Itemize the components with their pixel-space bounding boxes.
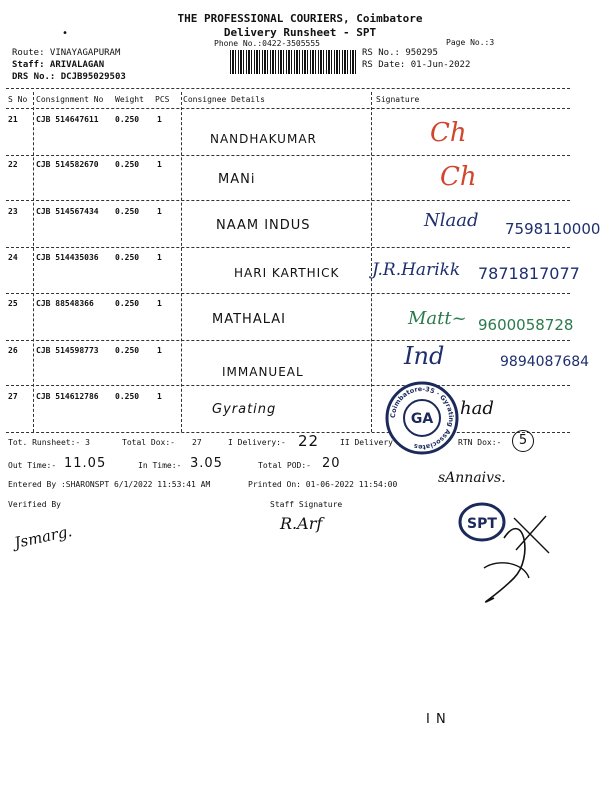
total-dox-label: Total Dox:- — [122, 438, 175, 447]
page-number: Page No.:3 — [446, 38, 495, 47]
col-consignment: Consignment No — [36, 95, 104, 104]
row-consignment: CJB 514582670 — [36, 160, 99, 169]
col-sno: S No — [8, 95, 28, 104]
row-rule — [6, 340, 570, 341]
in-time-value: 3.05 — [190, 456, 223, 471]
in-time-label: In Time:- — [138, 461, 182, 470]
consignee-name: NANDHAKUMAR — [210, 132, 317, 146]
total-pod-value: 20 — [322, 456, 341, 471]
ii-delivery-label: II Delivery — [340, 438, 393, 447]
total-pod-label: Total POD:- — [258, 461, 311, 470]
row-consignment: CJB 514647611 — [36, 115, 99, 124]
spt-stamp-text: SPT — [467, 516, 497, 532]
out-time-value: 11.05 — [64, 456, 107, 471]
row-weight: 0.250 — [115, 253, 140, 262]
row-rule — [6, 247, 570, 248]
row-pcs: 1 — [157, 160, 162, 169]
row-rule — [6, 200, 570, 201]
route: Route: VINAYAGAPURAM — [12, 48, 121, 58]
row-rule — [6, 385, 570, 386]
row-sno: 22 — [8, 160, 18, 169]
row-rule — [6, 293, 570, 294]
row-pcs: 1 — [157, 115, 162, 124]
rs-date: RS Date: 01-Jun-2022 — [362, 60, 471, 70]
row-pcs: 1 — [157, 253, 162, 262]
rtn-dox-label: RTN Dox:- — [458, 438, 502, 447]
row-consignment: CJB 88548366 — [36, 299, 94, 308]
row-consignment: CJB 514598773 — [36, 346, 99, 355]
row-pcs: 1 — [157, 299, 162, 308]
row-rule — [6, 155, 570, 156]
consignee-name: HARI KARTHICK — [234, 266, 340, 280]
row-consignment: CJB 514612786 — [36, 392, 99, 401]
signature-phone: 9894087684 — [500, 354, 590, 370]
row-sno: 23 — [8, 207, 18, 216]
row-sno: 26 — [8, 346, 18, 355]
staff-signature: R.Arf — [280, 514, 323, 533]
consignee-name: MANi — [218, 172, 256, 187]
col-weight: Weight — [115, 95, 144, 104]
signature-phone: 7871817077 — [478, 264, 580, 283]
corner-mark: I N — [426, 712, 447, 727]
spt-stamp — [454, 498, 564, 618]
runsheet-title: Delivery Runsheet - SPT — [223, 26, 377, 39]
row-weight: 0.250 — [115, 392, 140, 401]
col-pcs: PCS — [155, 95, 170, 104]
table-top-rule — [6, 88, 570, 89]
signature-phone: 7598110000 — [505, 220, 600, 238]
row-sno: 25 — [8, 299, 18, 308]
printed-on: Printed On: 01-06-2022 11:54:00 — [248, 480, 398, 489]
stamp-ring-text: Coimbatore-35 · Gyrating Associates — [388, 384, 456, 452]
consignee-name: Gyrating — [212, 402, 277, 417]
row-weight: 0.250 — [115, 299, 140, 308]
row-weight: 0.250 — [115, 207, 140, 216]
signature-scribble: had — [460, 398, 494, 419]
row-sno: 24 — [8, 253, 18, 262]
row-pcs: 1 — [157, 392, 162, 401]
total-runsheet: Tot. Runsheet:- 3 — [8, 438, 90, 447]
consignee-name: IMMANUEAL — [222, 365, 304, 379]
out-time-label: Out Time:- — [8, 461, 57, 470]
signature-scribble: J.R.Harikk — [372, 260, 461, 280]
verified-signature: Jsmarg. — [12, 522, 74, 552]
barcode — [230, 50, 358, 74]
total-dox-value: 27 — [192, 438, 202, 447]
rs-number: RS No.: 950295 — [362, 48, 438, 58]
consignee-name: NAAM INDUS — [216, 218, 311, 233]
dot-mark: • — [62, 28, 69, 39]
row-consignment: CJB 514435036 — [36, 253, 99, 262]
row-pcs: 1 — [157, 207, 162, 216]
signature-scribble: Ch — [440, 162, 477, 192]
i-delivery-value: 22 — [298, 432, 320, 450]
row-weight: 0.250 — [115, 115, 140, 124]
col-signature: Signature — [376, 95, 420, 104]
row-sno: 21 — [8, 115, 18, 124]
company-title: THE PROFESSIONAL COURIERS, Coimbatore — [177, 12, 423, 25]
col-sep — [33, 92, 34, 432]
signature-scribble: Ch — [430, 118, 467, 148]
rtn-dox-value: 5 — [512, 430, 534, 452]
col-sep — [181, 92, 182, 432]
verified-by-label: Verified By — [8, 500, 61, 509]
round-stamp — [384, 380, 460, 456]
row-sno: 27 — [8, 392, 18, 401]
staff: Staff: ARIVALAGAN — [12, 60, 105, 70]
drs-number: DRS No.: DCJB95029503 — [12, 72, 126, 82]
stamp-center-text: GA — [410, 411, 434, 427]
entered-by: Entered By :SHARONSPT 6/1/2022 11:53:41 AM — [8, 480, 211, 489]
i-delivery-label: I Delivery:- — [228, 438, 286, 447]
col-consignee: Consignee Details — [183, 95, 265, 104]
row-weight: 0.250 — [115, 346, 140, 355]
signature-scribble: Ind — [404, 342, 445, 370]
row-pcs: 1 — [157, 346, 162, 355]
row-weight: 0.250 — [115, 160, 140, 169]
table-header-rule — [6, 108, 570, 109]
signature-scribble: Matt~ — [408, 308, 467, 329]
staff-signature-label: Staff Signature — [270, 500, 343, 509]
phone-number: Phone No.:0422-3505555 — [214, 39, 320, 48]
consignee-name: MATHALAI — [212, 312, 286, 327]
row-consignment: CJB 514567434 — [36, 207, 99, 216]
table-bottom-rule — [6, 432, 570, 433]
signature-scribble: sAnnaivs. — [438, 470, 506, 486]
signature-scribble: Nlaad — [424, 210, 479, 231]
signature-phone: 9600058728 — [478, 316, 574, 334]
